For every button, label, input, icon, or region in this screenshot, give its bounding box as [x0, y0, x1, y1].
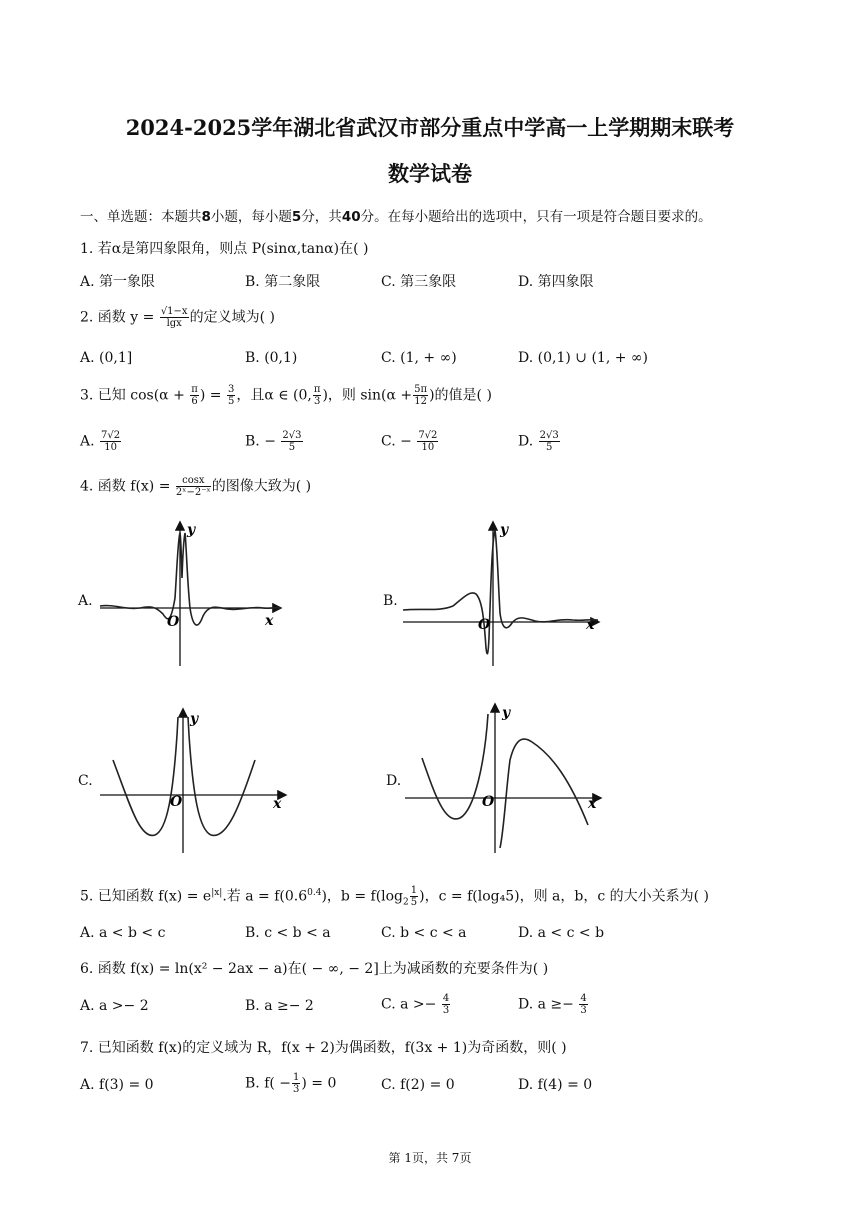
question-1-option-c[interactable]: C. 第三象限 [381, 274, 457, 290]
question-1-option-b[interactable]: B. 第二象限 [245, 274, 321, 290]
graph-b-origin: O [478, 617, 491, 633]
question-6-option-c[interactable]: C. a >− $\frac{4}{3}$ [381, 993, 450, 1016]
question-7-option-b[interactable]: B. f( − $\frac{1}{3}$ ) = 0 [245, 1072, 337, 1095]
question-1-option-a[interactable]: A. 第一象限 [80, 274, 156, 290]
question-2-option-c[interactable]: C. (1, + ∞) [381, 350, 457, 366]
question-2-option-b[interactable]: B. (0,1) [245, 350, 298, 366]
graph-d-origin: O [482, 794, 495, 810]
question-1-option-d[interactable]: D. 第四象限 [518, 274, 594, 290]
question-2-option-a[interactable]: A. (0,1] [80, 350, 133, 366]
question-7-option-d[interactable]: D. f(4) = 0 [518, 1077, 593, 1093]
graph-a-origin: O [167, 614, 180, 630]
graph-b-y-label: y [500, 522, 509, 538]
question-6-option-d[interactable]: D. a ≥− $\frac{4}{3}$ [518, 993, 587, 1016]
question-3-option-b[interactable]: B. − $\frac{2√3}{5}$ [245, 430, 302, 453]
question-3-option-c[interactable]: C. − $\frac{7√2}{10}$ [381, 430, 438, 453]
graph-b-label[interactable]: B. [383, 593, 398, 609]
question-7-option-a[interactable]: A. f(3) = 0 [80, 1077, 154, 1093]
question-6-option-a[interactable]: A. a >− 2 [80, 998, 149, 1014]
question-5-option-a[interactable]: A. a < b < c [80, 925, 166, 941]
question-3-option-d[interactable]: D. $\frac{2√3}{5}$ [518, 430, 559, 453]
graph-d-x-label: x [588, 796, 597, 812]
graph-b[interactable] [398, 518, 603, 668]
question-7-stem: 7. 已知函数 f(x)的定义域为 R，f(x + 2)为偶函数，f(3x + 1)为奇函数，则( ) [80, 1040, 567, 1056]
question-2-stem: 2. 函数 y = $\frac{√1-x}{\lg x}$ 的定义域为( ) [80, 306, 275, 329]
question-2-option-d[interactable]: D. (0,1) ∪ (1, + ∞) [518, 350, 649, 366]
graph-a-y-label: y [187, 522, 196, 538]
question-4-stem: 4. 函数 f(x) = $\frac{\cos x}{\text{2ˣ−2⁻ˣ}}$ 的图像大致为( ) [80, 475, 312, 498]
question-1-stem: 1. 若α是第四象限角，则点 P(sinα,tanα)在( ) [80, 241, 369, 257]
graph-a[interactable] [95, 518, 285, 668]
graph-c-x-label: x [273, 796, 282, 812]
question-7-option-c[interactable]: C. f(2) = 0 [381, 1077, 455, 1093]
graph-a-x-label: x [265, 613, 274, 629]
page-footer: 第 1页，共 7页 [388, 1151, 472, 1165]
question-5-option-d[interactable]: D. a < c < b [518, 925, 605, 941]
question-3-option-a[interactable]: A. $\frac{7√2}{10}$ [80, 430, 121, 453]
question-5-option-b[interactable]: B. c < b < a [245, 925, 331, 941]
graph-d-y-label: y [502, 705, 511, 721]
question-6-option-b[interactable]: B. a ≥− 2 [245, 998, 314, 1014]
graph-b-x-label: x [586, 617, 595, 633]
section-header: 一、单选题：本题共8小题，每小题5分，共40分。在每小题给出的选项中，只有一项是符合题目要求的。 [80, 209, 712, 225]
graph-a-label[interactable]: A. [78, 593, 93, 609]
question-5-stem: 5. 已知函数 $f(x) = e^{|x|}$.若 $a = f(0.6^{0.4})$，$b = f(\log_2$ $\frac{1}{5}$ )，c = f(log₄5)，则 a，b，c 的大小关系为( ) [80, 885, 709, 908]
graph-c-origin: O [170, 794, 183, 810]
graph-c-label[interactable]: C. [78, 773, 93, 789]
question-5-option-c[interactable]: C. b < c < a [381, 925, 467, 941]
question-6-stem: 6. 函数 f(x) = ln(x² − 2ax − a)在( − ∞, − 2]上为减函数的充要条件为( ) [80, 961, 549, 977]
graph-d[interactable] [400, 700, 605, 855]
graph-c-y-label: y [190, 711, 199, 727]
question-3-stem: 3. 已知 cos(α + $\frac{\pi}{6}$ ) = $\frac{3}{5}$ ，且α ∈ (0, $\frac{\pi}{3}$ )，则 sin(α + $\frac{5\pi}{12}$ )的值是( ) [80, 384, 492, 407]
graph-c[interactable] [95, 705, 290, 855]
exam-title: 2024-2025学年湖北省武汉市部分重点中学高一上学期期末联考 [125, 115, 735, 140]
graph-d-label[interactable]: D. [386, 773, 402, 789]
exam-subtitle: 数学试卷 [388, 161, 472, 186]
